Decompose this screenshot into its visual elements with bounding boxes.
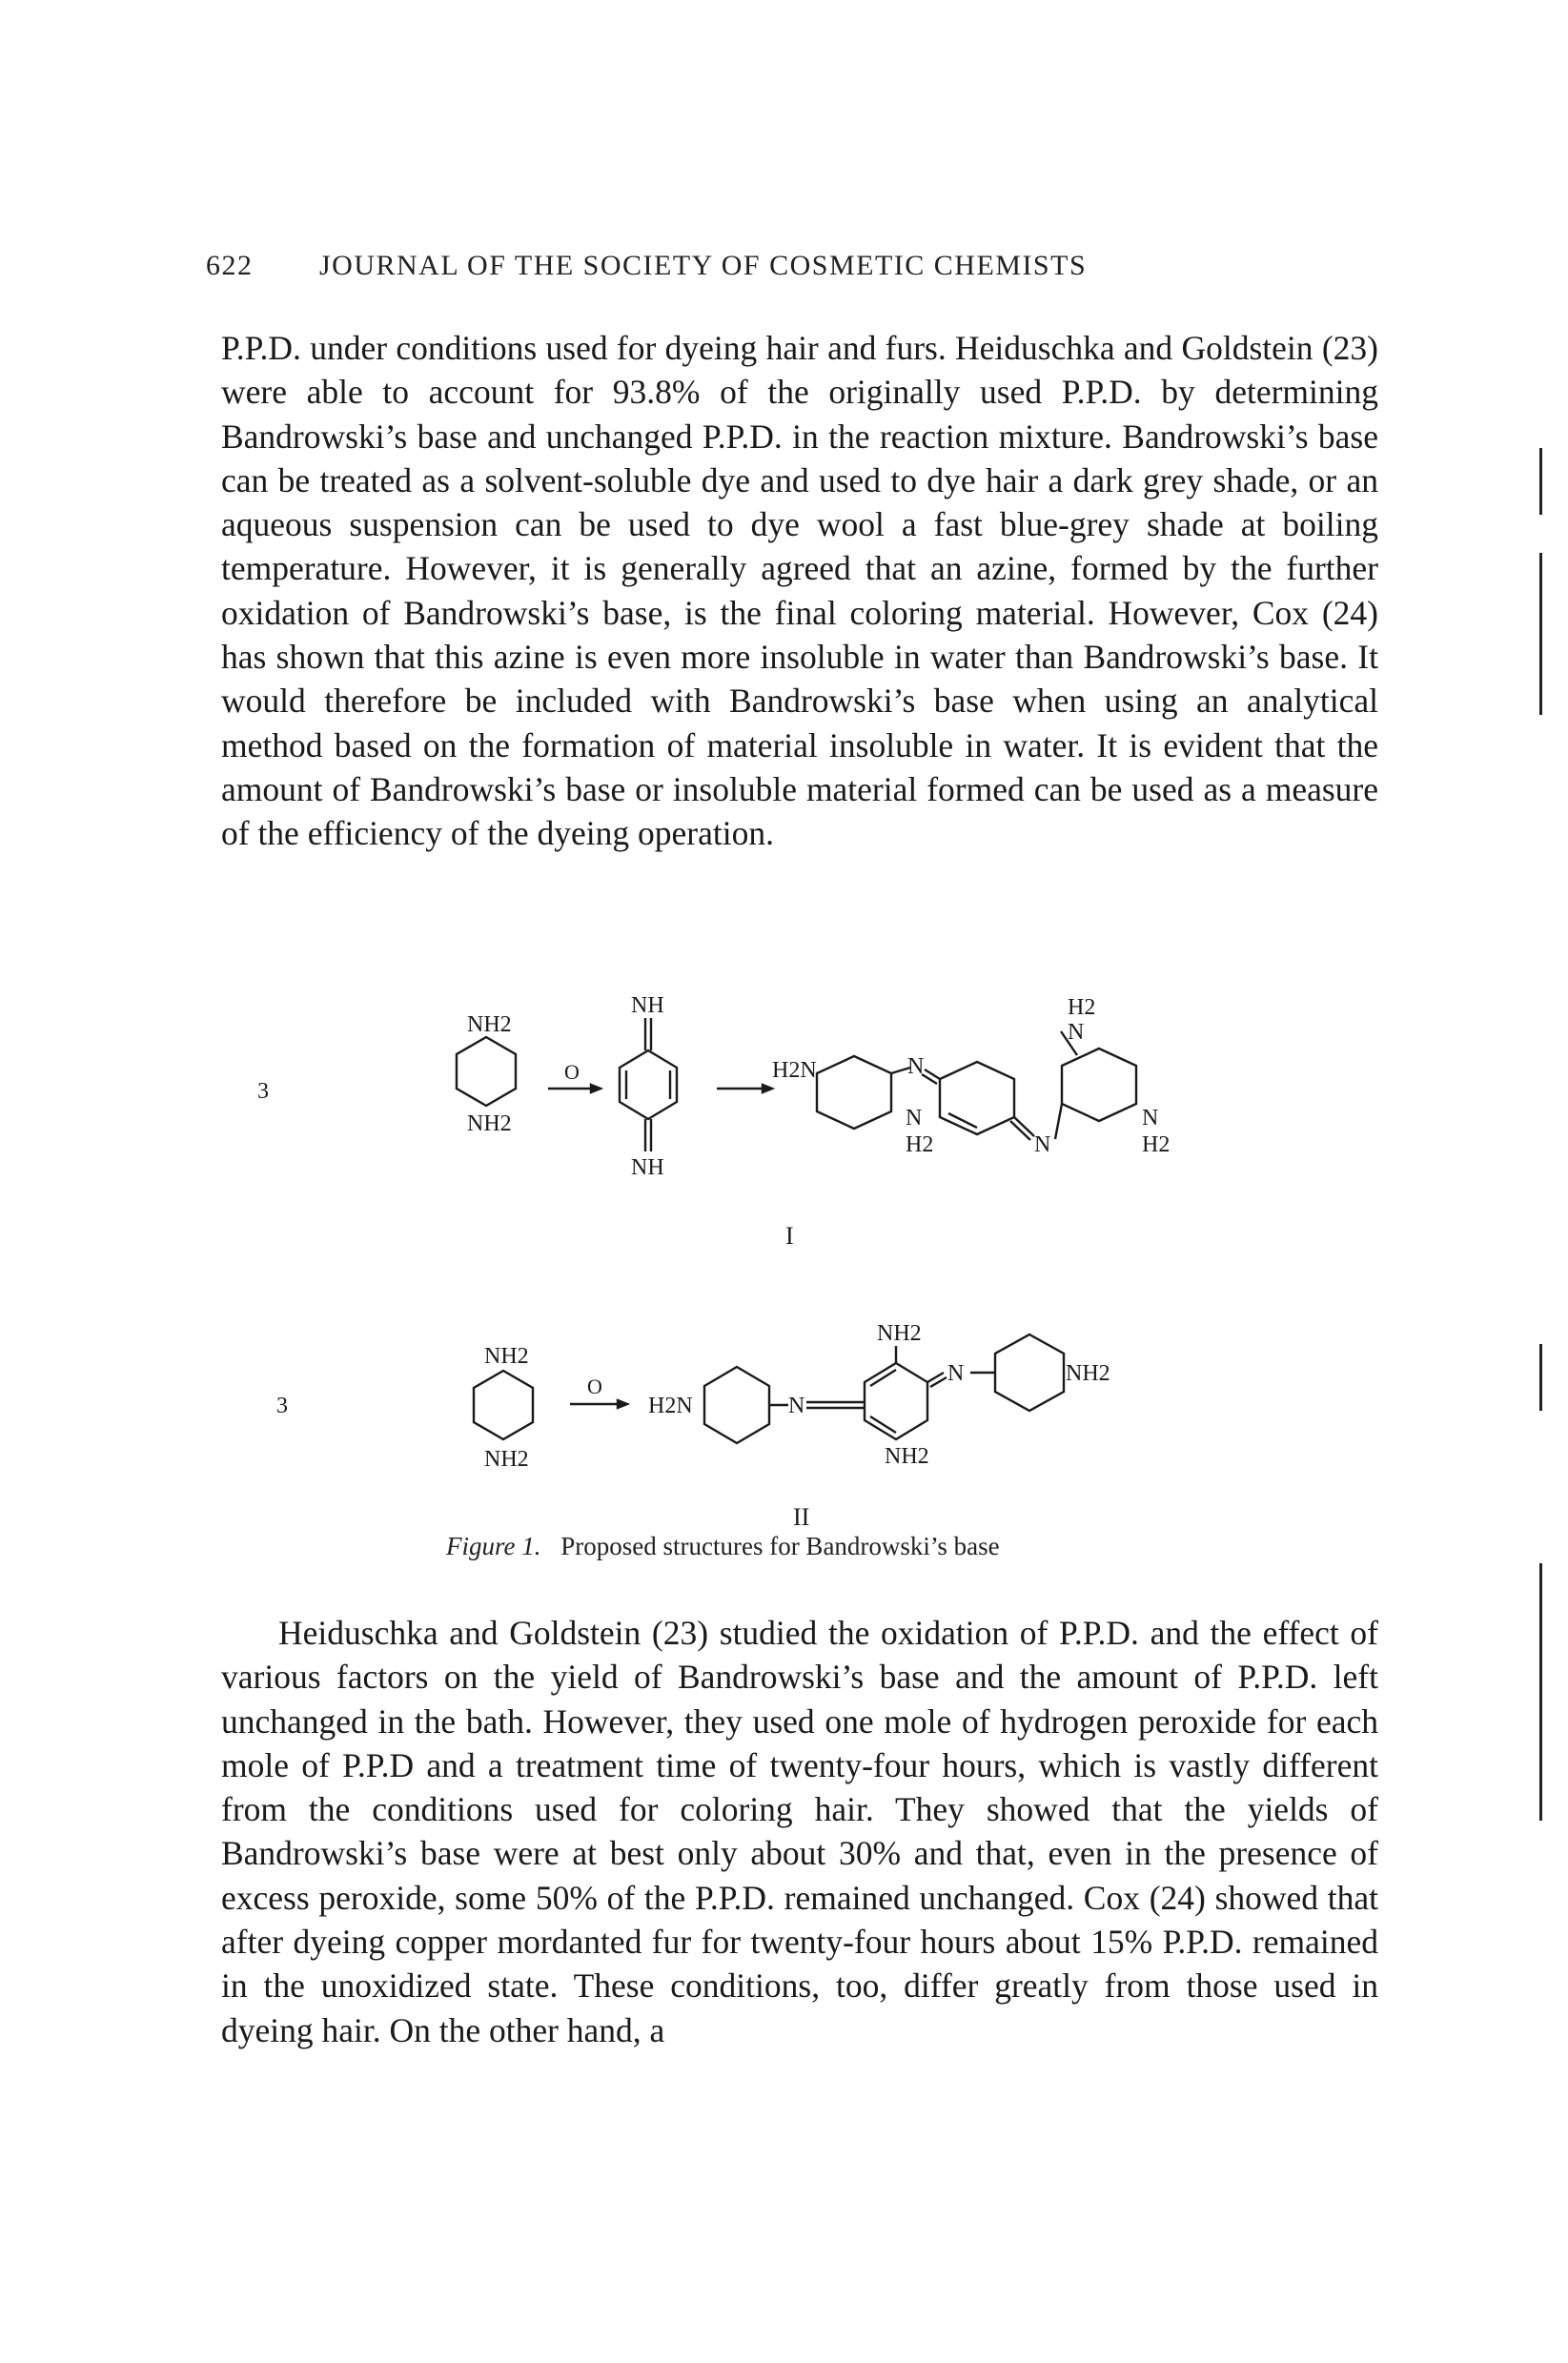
figure-1 (257, 982, 1239, 1573)
benzene-ring-icon (474, 1371, 533, 1439)
journal-title: JOURNAL OF THE SOCIETY OF COSMETIC CHEMISTS (319, 250, 1088, 281)
margin-mark (1539, 1563, 1542, 1821)
structure-label-roman: I (785, 1222, 794, 1250)
running-header (206, 250, 1350, 282)
reactant-bottom-group: NH2 (484, 1447, 529, 1472)
product-nh2-bottom: NH2 (885, 1444, 929, 1469)
product-n-label: N (1034, 1132, 1051, 1157)
ring-icon (817, 1056, 891, 1129)
ring-icon (995, 1334, 1064, 1411)
intermediate-bottom-group: NH (631, 1155, 664, 1180)
figure-caption (446, 1532, 1000, 1561)
intermediate-top-group: NH (631, 993, 664, 1018)
product-n-label: N (907, 1054, 925, 1079)
product-h2-label: H2 (906, 1132, 934, 1157)
product-n-label: N (906, 1106, 923, 1131)
oxidant-label: O (564, 1060, 580, 1084)
margin-mark (1539, 553, 1542, 715)
product-nh2-top: NH2 (877, 1321, 922, 1346)
ring-icon (704, 1367, 769, 1443)
product-h2-label: H2 (1068, 995, 1096, 1020)
chemical-scheme (257, 982, 1239, 1573)
quinoid-ring-icon (940, 1062, 1014, 1134)
body-paragraph-1 (221, 326, 1378, 856)
arrow-head-icon (591, 1085, 601, 1092)
page-number: 622 (206, 250, 254, 281)
reactant-top-group: NH2 (467, 1012, 512, 1037)
reactant-top-group: NH2 (484, 1344, 529, 1369)
caption-text: Proposed structures for Bandrowski’s base (560, 1532, 1000, 1560)
product-n-right: N (947, 1361, 965, 1386)
product-amine-label: H2N (772, 1058, 817, 1083)
product-n-label: N (1142, 1106, 1159, 1131)
benzene-ring-icon (457, 1037, 516, 1106)
paragraph-text: Heiduschka and Goldstein (23) studied the oxidation of P.P.D. and the effect of various factors on the yield of Bandrowski’s base and the amount of P.P.D. left unchanged in the bath. However, they used one mole of hydrogen peroxide for each mole of P.P.D and a treatment time of twenty-four hours, which is vastly different from the conditions used for coloring hair. They showed that the yields of Bandrowski’s base were at best only about 30% and that, even in the presence of excess peroxide, some 50% of the P.P.D. remained unchanged. Cox (24) showed that after dyeing copper mordanted fur for twenty-four hours about 15% P.P.D. remained in the unoxidized state. These conditions, too, differ greatly from those used in dyeing hair. On the other hand, a (221, 1614, 1378, 2049)
figure-label: Figure 1. (446, 1532, 541, 1560)
structure-label-roman: II (793, 1503, 810, 1531)
reactant-bottom-group: NH2 (467, 1111, 512, 1136)
coefficient: 3 (276, 1394, 288, 1418)
product-n-left: N (788, 1394, 805, 1418)
oxidant-label: O (587, 1375, 602, 1398)
product-amine-left: H2N (648, 1394, 693, 1418)
ring-icon (1062, 1049, 1136, 1121)
paragraph-text: P.P.D. under conditions used for dyeing hair and furs. Heiduschka and Goldstein (23) were able to account for 93.8% of the originally used P.P.D. by determining Bandrowski’s base and unchanged P.P.D. in the reaction mixture. Bandrowski’s base can be treated as a solvent-soluble dye and used to dye hair a dark grey shade, or an aqueous suspension can be used to dye wool a fast blue-grey shade at boiling temperature. However, it is generally agreed that an azine, formed by the further oxidation of Bandrowski’s base, is the final coloring material. However, Cox (24) has shown that this azine is even more insoluble in water than Bandrowski’s base. It would therefore be included with Bandrowski’s base when using an analytical method based on the formation of material insoluble in water. It is evident that the amount of Bandrowski’s base or insoluble material formed can be used as a measure of the efficiency of the dyeing operation. (221, 329, 1378, 853)
product-amine-right: NH2 (1066, 1361, 1110, 1386)
quinoid-ring-icon (865, 1363, 927, 1439)
quinone-diimine-ring-icon (620, 1050, 677, 1119)
product-n-label: N (1068, 1020, 1085, 1045)
coefficient: 3 (257, 1079, 269, 1104)
margin-mark (1539, 1344, 1542, 1411)
product-h2-label: H2 (1142, 1132, 1171, 1157)
scan-margin-marks (1536, 0, 1547, 2363)
margin-mark (1539, 448, 1542, 515)
body-paragraph-2 (221, 1611, 1378, 2052)
